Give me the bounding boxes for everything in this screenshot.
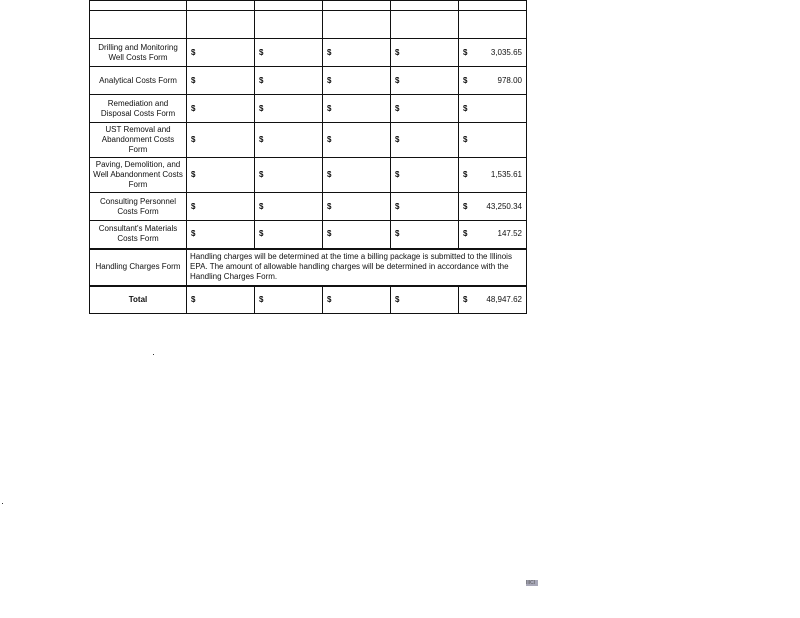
cost-cell <box>391 1 459 11</box>
dollar-sign: $ <box>395 103 400 113</box>
row-label: Analytical Costs Form <box>90 67 187 95</box>
cost-cell <box>323 67 391 95</box>
dollar-sign: $ <box>327 229 332 239</box>
dollar-sign: $ <box>395 170 400 179</box>
row-label: Drilling and Monitoring Well Costs Form <box>90 39 187 67</box>
cost-cell <box>391 221 459 249</box>
dollar-sign: $ <box>395 229 400 239</box>
dollar-sign: $ <box>259 201 264 211</box>
table-row <box>90 221 527 249</box>
cost-cell <box>459 123 527 158</box>
cost-cell <box>459 158 527 193</box>
cost-cell <box>255 39 323 67</box>
cost-cell <box>187 67 255 95</box>
row-label: Paving, Demolition, and Well Abandonment Costs Form <box>90 158 187 193</box>
table-row <box>90 67 527 95</box>
cost-cell <box>391 95 459 123</box>
dollar-sign: $ <box>259 47 264 57</box>
cost-cell <box>323 193 391 221</box>
cost-cell <box>187 95 255 123</box>
cost-cell <box>255 123 323 158</box>
dollar-sign: $ <box>463 294 468 304</box>
row-label: UST Removal and Abandonment Costs Form <box>90 123 187 158</box>
handling-charges-row <box>90 249 527 286</box>
row-label: Consultant's Materials Costs Form <box>90 221 187 249</box>
table-row <box>90 39 527 67</box>
cost-cell <box>459 193 527 221</box>
dollar-sign: $ <box>259 170 264 179</box>
dollar-sign: $ <box>191 75 196 85</box>
row-label: Remediation and Disposal Costs Form <box>90 95 187 123</box>
cost-cell <box>255 67 323 95</box>
cost-cell <box>391 123 459 158</box>
row-label: Handling Charges Form <box>90 249 187 286</box>
table-row <box>90 11 527 39</box>
cost-cell <box>391 286 459 314</box>
dollar-sign: $ <box>191 294 196 304</box>
cost-cell <box>323 95 391 123</box>
cost-cell <box>187 286 255 314</box>
handling-charges-note: Handling charges will be determined at the time a billing package is submitted to the Illinois EPA. The amount of allowable handling charges will be determined in accordance with the Handling Charges Form. <box>187 249 527 286</box>
cost-cell <box>459 286 527 314</box>
dollar-sign: $ <box>463 47 468 57</box>
scan-speck <box>2 503 3 504</box>
dollar-sign: $ <box>327 47 332 57</box>
dollar-sign: $ <box>259 75 264 85</box>
cost-cell <box>187 1 255 11</box>
table-row <box>90 193 527 221</box>
dollar-sign: $ <box>395 135 400 144</box>
dollar-sign: $ <box>463 170 468 179</box>
cost-cell <box>255 158 323 193</box>
page-stamp: IIICI <box>526 580 538 586</box>
dollar-sign: $ <box>327 170 332 179</box>
row-amount: 147.52 <box>497 229 522 239</box>
row-label <box>90 11 187 39</box>
cost-cell <box>323 11 391 39</box>
cost-cell <box>459 11 527 39</box>
table-row <box>90 1 527 11</box>
cost-cell <box>255 286 323 314</box>
dollar-sign: $ <box>463 75 468 85</box>
row-amount: 1,535.61 <box>490 170 522 179</box>
cost-cell <box>459 39 527 67</box>
dollar-sign: $ <box>327 201 332 211</box>
cost-cell <box>323 286 391 314</box>
dollar-sign: $ <box>191 135 196 144</box>
total-amount: 48,947.62 <box>486 294 522 304</box>
cost-cell <box>459 95 527 123</box>
cost-cell <box>459 67 527 95</box>
cost-cell <box>459 1 527 11</box>
cost-cell <box>255 11 323 39</box>
cost-cell <box>323 39 391 67</box>
cost-cell <box>391 67 459 95</box>
cost-cell <box>255 1 323 11</box>
cost-cell <box>391 193 459 221</box>
dollar-sign: $ <box>191 103 196 113</box>
cost-cell <box>187 39 255 67</box>
cost-summary-table <box>89 0 527 314</box>
dollar-sign: $ <box>395 75 400 85</box>
cost-cell <box>459 221 527 249</box>
cost-cell <box>323 1 391 11</box>
dollar-sign: $ <box>191 47 196 57</box>
cost-cell <box>255 95 323 123</box>
table-row <box>90 95 527 123</box>
dollar-sign: $ <box>327 75 332 85</box>
total-row <box>90 286 527 314</box>
row-label: Consulting Personnel Costs Form <box>90 193 187 221</box>
row-amount: 43,250.34 <box>486 201 522 211</box>
cost-cell <box>323 158 391 193</box>
cost-cell <box>187 158 255 193</box>
dollar-sign: $ <box>463 229 468 239</box>
dollar-sign: $ <box>259 135 264 144</box>
cost-cell <box>187 221 255 249</box>
cost-cell <box>255 193 323 221</box>
dollar-sign: $ <box>327 294 332 304</box>
dollar-sign: $ <box>191 229 196 239</box>
row-amount: 978.00 <box>497 75 522 85</box>
scan-speck <box>153 354 154 355</box>
cost-cell <box>255 221 323 249</box>
cost-cell <box>187 11 255 39</box>
dollar-sign: $ <box>327 135 332 144</box>
row-amount: 3,035.65 <box>490 47 522 57</box>
total-label: Total <box>90 286 187 314</box>
dollar-sign: $ <box>463 201 468 211</box>
dollar-sign: $ <box>191 201 196 211</box>
dollar-sign: $ <box>395 201 400 211</box>
cost-cell <box>323 221 391 249</box>
dollar-sign: $ <box>259 294 264 304</box>
table-row <box>90 123 527 158</box>
dollar-sign: $ <box>327 103 332 113</box>
cost-cell <box>391 11 459 39</box>
dollar-sign: $ <box>463 103 468 113</box>
table-row <box>90 158 527 193</box>
dollar-sign: $ <box>463 135 468 144</box>
cost-cell <box>187 193 255 221</box>
dollar-sign: $ <box>395 47 400 57</box>
dollar-sign: $ <box>259 103 264 113</box>
dollar-sign: $ <box>191 170 196 179</box>
cost-cell <box>323 123 391 158</box>
cost-cell <box>391 158 459 193</box>
dollar-sign: $ <box>259 229 264 239</box>
dollar-sign: $ <box>395 294 400 304</box>
row-label <box>90 1 187 11</box>
cost-cell <box>187 123 255 158</box>
cost-cell <box>391 39 459 67</box>
